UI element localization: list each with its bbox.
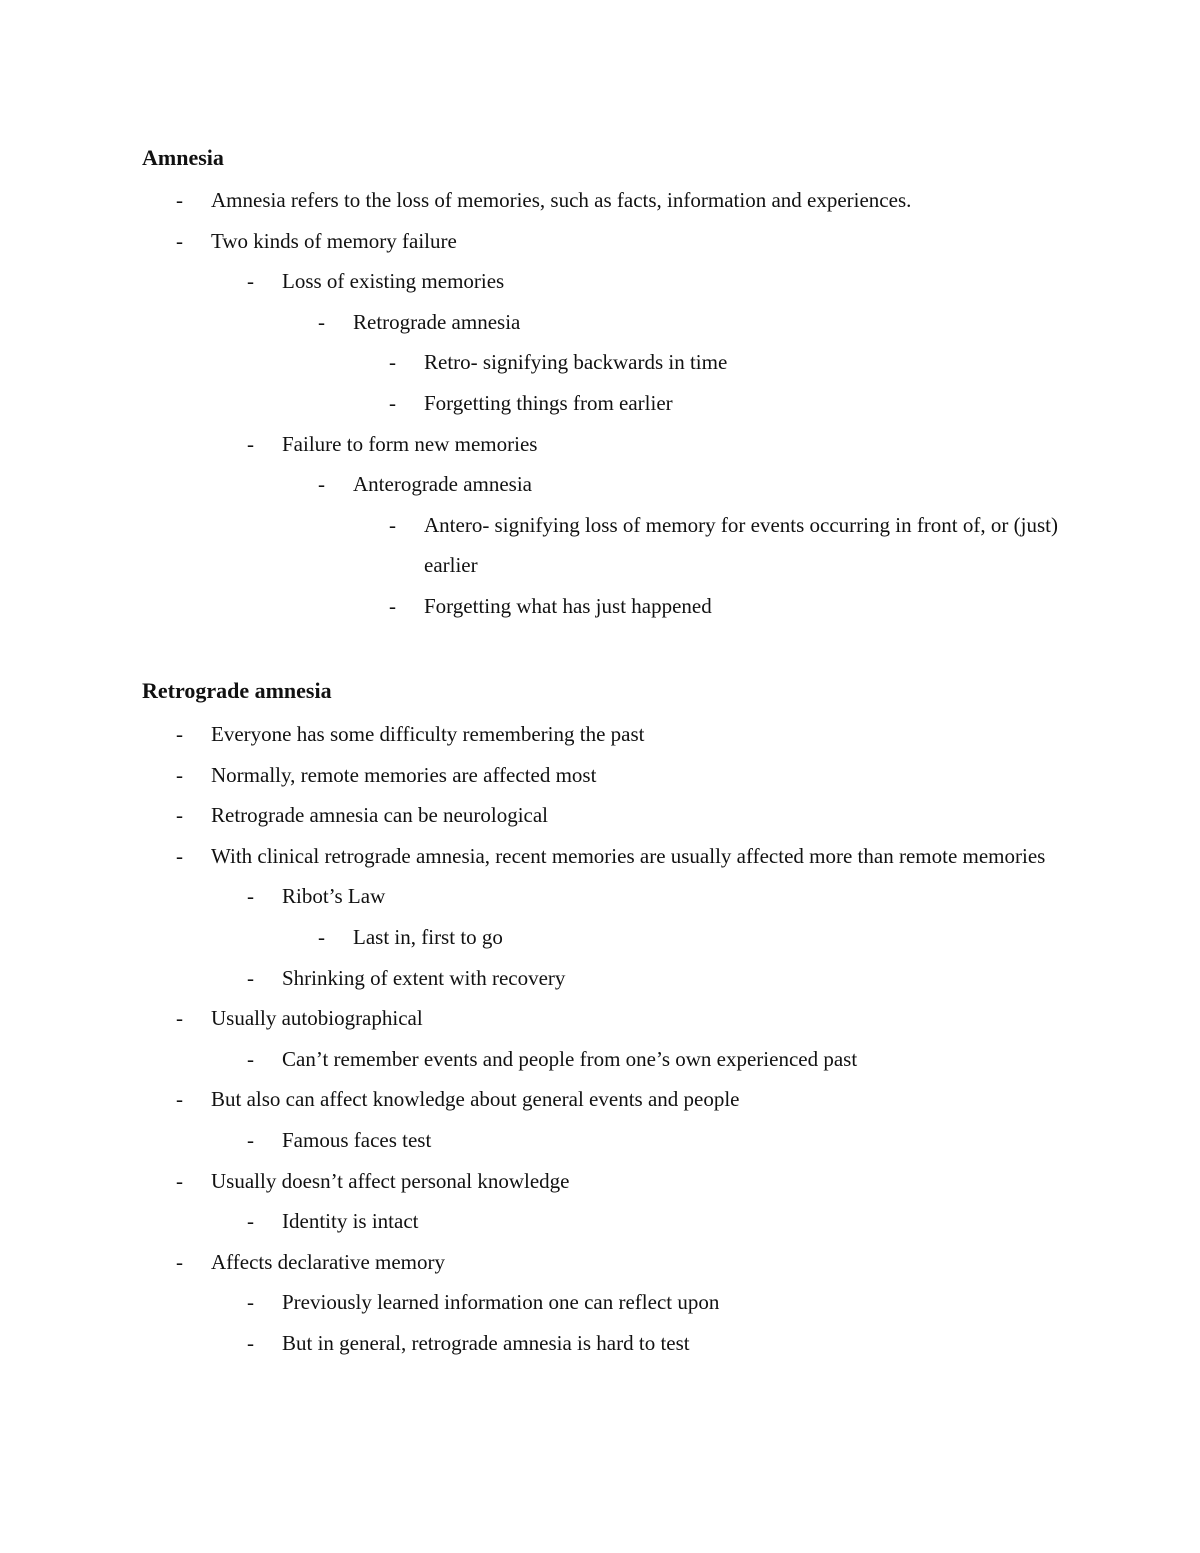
bullet-dash: -: [247, 1127, 254, 1152]
list-item: [0, 383, 1200, 424]
list-item-text: Everyone has some difficulty remembering the past: [211, 722, 645, 746]
bullet-dash: -: [176, 1087, 183, 1112]
list-item-text: Retrograde amnesia: [353, 309, 521, 334]
bullet-dash: -: [247, 431, 254, 456]
retrograde-amnesia-outline: [0, 714, 1200, 1364]
bullet-dash: -: [247, 884, 254, 909]
list-item-text: Retrograde amnesia can be neurological: [211, 803, 549, 828]
list-item-text: Two kinds of memory failure: [211, 228, 457, 253]
list-item: [0, 1282, 1200, 1323]
bullet-dash: -: [176, 228, 183, 253]
list-item: [0, 464, 1200, 505]
list-item-text: Amnesia refers to the loss of memories, such as facts, information and experiences.: [211, 188, 912, 212]
list-item-text: Retro- signifying backwards in time: [424, 350, 728, 375]
list-item: [0, 836, 1200, 877]
bullet-dash: -: [247, 1330, 254, 1355]
amnesia-outline: [0, 180, 1200, 627]
list-item-text: But also can affect knowledge about general events and people: [211, 1087, 740, 1112]
list-item: [0, 755, 1200, 796]
list-item: [0, 1039, 1200, 1080]
bullet-dash: -: [389, 390, 396, 415]
bullet-dash: -: [389, 512, 396, 537]
list-item: [0, 1201, 1200, 1242]
bullet-dash: -: [247, 1046, 254, 1071]
list-item: [0, 1323, 1200, 1364]
list-item: [0, 1120, 1200, 1161]
bullet-dash: -: [318, 924, 325, 949]
list-item: [0, 714, 1200, 755]
bullet-dash: -: [176, 1249, 183, 1274]
bullet-dash: -: [318, 472, 325, 497]
list-item-text: Anterograde amnesia: [353, 472, 533, 497]
list-item-text: Shrinking of extent with recovery: [282, 965, 566, 990]
list-item-text: Loss of existing memories: [282, 269, 505, 294]
bullet-dash: -: [389, 593, 396, 618]
list-item: [0, 302, 1200, 343]
list-item-text: Identity is intact: [282, 1209, 419, 1234]
list-item-text: Can’t remember events and people from one’s own experienced past: [282, 1046, 858, 1071]
list-item-text: Usually doesn’t affect personal knowledge: [211, 1168, 570, 1193]
list-item: [0, 917, 1200, 958]
bullet-dash: -: [247, 1290, 254, 1315]
list-item: [0, 261, 1200, 302]
bullet-dash: -: [247, 269, 254, 294]
list-item-text: Ribot’s Law: [282, 884, 386, 909]
list-item: [0, 998, 1200, 1039]
bullet-dash: -: [176, 1168, 183, 1193]
bullet-dash: -: [247, 1209, 254, 1234]
list-item-text: Famous faces test: [282, 1127, 432, 1152]
bullet-dash: -: [247, 965, 254, 990]
list-item: [0, 1161, 1200, 1202]
list-item: [0, 586, 1200, 627]
list-item-text: Last in, first to go: [353, 924, 503, 949]
list-item-text: Usually autobiographical: [211, 1006, 423, 1031]
list-item: [0, 1079, 1200, 1120]
section-heading-retrograde-amnesia: Retrograde amnesia: [142, 678, 332, 703]
bullet-dash: -: [318, 309, 325, 334]
list-item-text: Previously learned information one can reflect upon: [282, 1290, 720, 1315]
list-item: [0, 342, 1200, 383]
list-item-text: Failure to form new memories: [282, 431, 538, 456]
list-item: [0, 505, 1200, 586]
bullet-dash: -: [176, 722, 183, 746]
list-item-text: Normally, remote memories are affected most: [211, 762, 597, 787]
list-item: [0, 1242, 1200, 1283]
list-item: [0, 876, 1200, 917]
list-item: [0, 221, 1200, 262]
bullet-dash: -: [176, 762, 183, 787]
list-item: [0, 795, 1200, 836]
list-item: [0, 424, 1200, 465]
bullet-dash: -: [176, 843, 183, 868]
list-item-text: Forgetting things from earlier: [424, 390, 673, 415]
section-heading-amnesia: Amnesia: [142, 145, 224, 170]
bullet-dash: -: [389, 350, 396, 375]
bullet-dash: -: [176, 1006, 183, 1031]
bullet-dash: -: [176, 803, 183, 828]
list-item-text: But in general, retrograde amnesia is hard to test: [282, 1330, 690, 1355]
list-item-text: With clinical retrograde amnesia, recent memories are usually affected more than remote memories: [211, 843, 1046, 868]
list-item: [0, 180, 1200, 221]
bullet-dash: -: [176, 188, 183, 212]
list-item-text: Antero- signifying loss of memory for events occurring in front of, or (just) earlier: [424, 512, 1058, 578]
list-item-text: Forgetting what has just happened: [424, 593, 712, 618]
list-item: [0, 958, 1200, 999]
list-item-text: Affects declarative memory: [211, 1249, 446, 1274]
